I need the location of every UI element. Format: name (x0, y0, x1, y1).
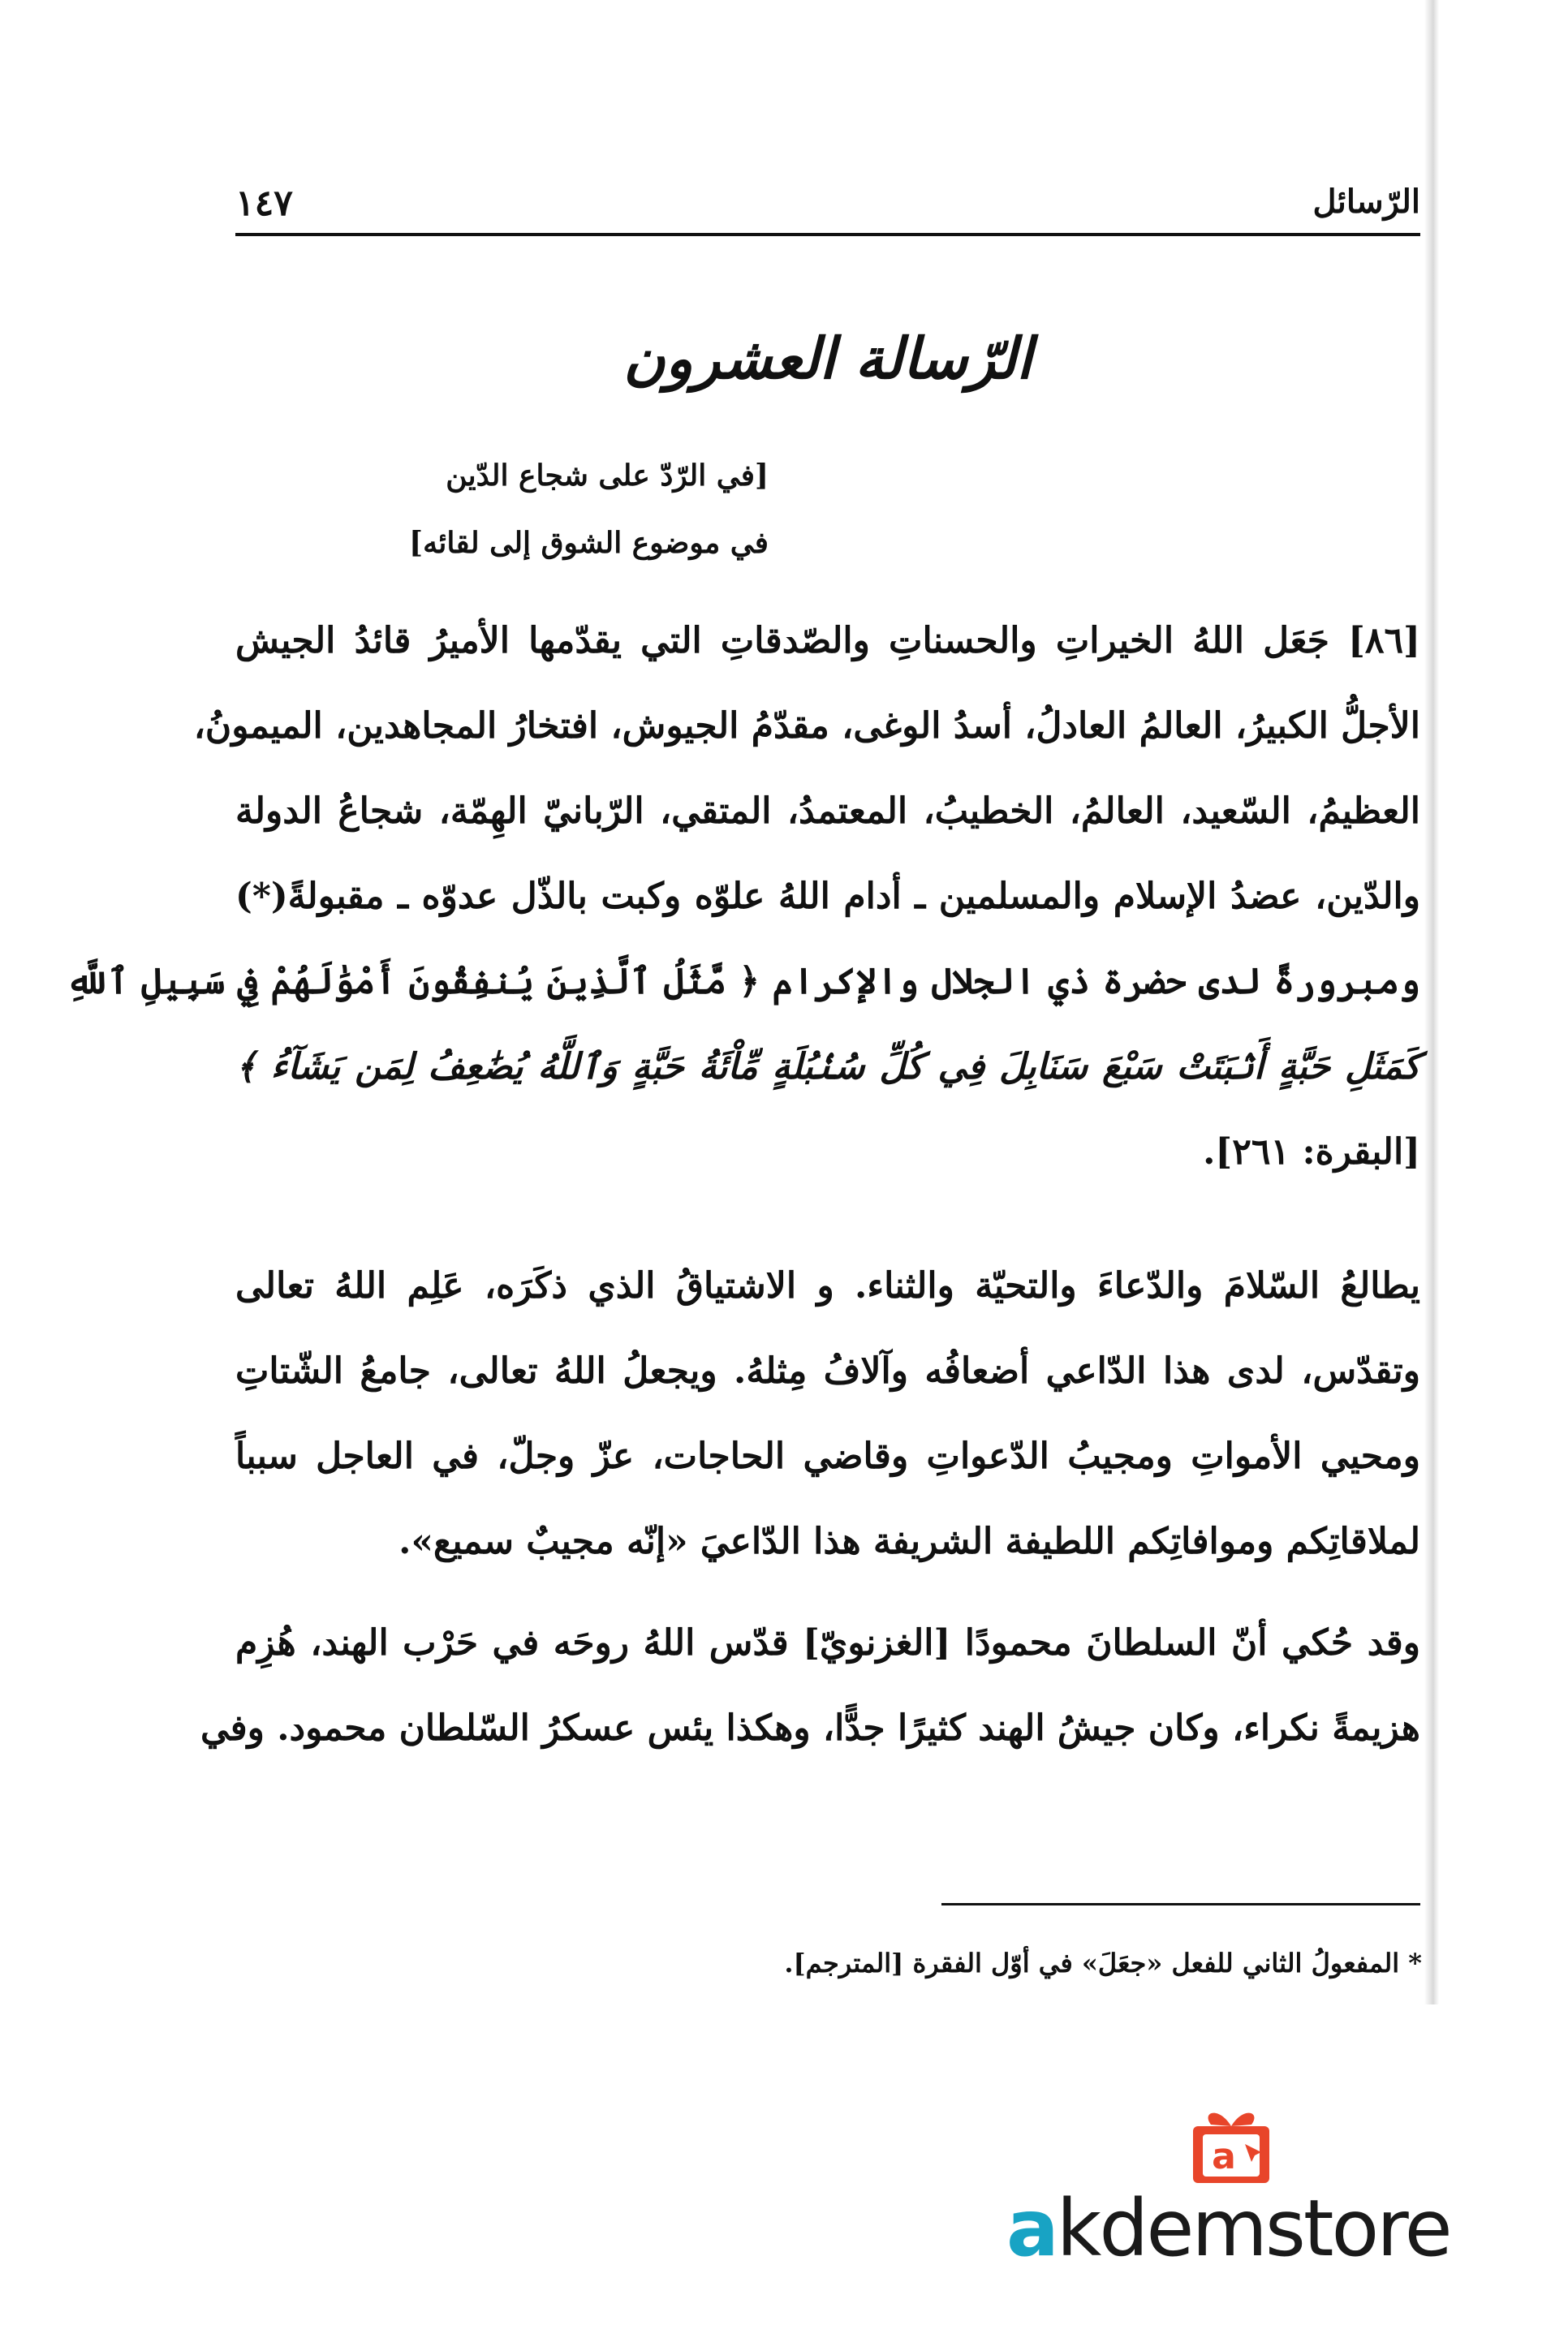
page-number: ١٤٧ (235, 183, 293, 224)
logo-brand-name: kdemstore (1056, 2183, 1450, 2274)
header-rule (235, 233, 1420, 236)
footnote-rule (941, 1903, 1420, 1905)
body-line: وتقدّس، لدى هذا الدّاعي أضعافُه وآلافُ مِثلهُ. ويجعلُ اللهُ تعالى، جامعُ الشّتاتِ (235, 1350, 1420, 1392)
logo-accent-letter: a (1006, 2183, 1057, 2274)
body-line: [٨٦] جَعَل اللهُ الخيراتِ والحسناتِ والصّدقاتِ التي يقدّمها الأميرُ قائدُ الجيش (235, 620, 1420, 661)
subtitle-line-1: [في الرّدّ على شجاع الدّين (446, 459, 769, 493)
running-title: الرّسائل (1312, 183, 1420, 221)
page-edge-shadow (1424, 0, 1439, 2004)
body-line: الأجلُّ الكبيرُ، العالمُ العادلُ، أسدُ الوغى، مقدّمُ الجيوش، افتخارُ المجاهدين، الميمونُ، (193, 705, 1420, 747)
body-line: ومبرورةً لدى حضرة ذي الجلال والإكرام ﴿ مَّثَلُ ٱلَّذِينَ يُنفِقُونَ أَمْوَٰلَهُمْ فِي سَبِيلِ ٱللَّهِ (66, 961, 1420, 1002)
body-line: يطالعُ السّلامَ والدّعاءَ والتحيّة والثناء. و الاشتياقُ الذي ذكَرَه، عَلِم اللهُ تعالى (235, 1265, 1420, 1307)
subtitle-line-2: في موضوع الشوق إلى لقائه] (409, 526, 769, 560)
verse-citation: [البقرة: ٢٦١]. (1203, 1131, 1420, 1173)
body-line: وقد حُكي أنّ السلطانَ محمودًا [الغزنويّ] قدّس اللهُ روحَه في حَرْب الهند، هُزِم (235, 1622, 1420, 1664)
chapter-title: الرّسالة العشرون (623, 325, 1032, 392)
quran-verse-line: كَمَثَلِ حَبَّةٍ أَنۢبَتَتْ سَبْعَ سَنَابِلَ فِي كُلِّ سُنۢبُلَةٍ مِّاْئَةُ حَبَّةٍ وَٱللَّهُ يُضَٰعِفُ لِمَن يَشَآءُ ﴾ (235, 1046, 1420, 1087)
body-line: العظيمُ، السّعيد، العالمُ، الخطيبُ، المعتمدُ، المتقي، الرّبانيّ الهِمّة، شجاعُ الدولة (235, 790, 1420, 832)
body-line: هزيمةً نكراء، وكان جيشُ الهند كثيرًا جدًّا، وهكذا يئس عسكرُ السّلطان محمود. وفي (200, 1707, 1420, 1749)
body-line: والدّين، عضدُ الإسلام والمسلمين ـ أدام اللهُ علوّه وكبت بالذّل عدوّه ـ مقبولةً(*) (235, 876, 1420, 917)
page-header (235, 183, 1420, 231)
footnote: * المفعولُ الثاني للفعل «جعَلَ» في أوّل الفقرة [المترجم]. (784, 1948, 1422, 1979)
store-logo-icon (1187, 2102, 1276, 2187)
body-line: ومحيي الأمواتِ ومجيبُ الدّعواتِ وقاضي الحاجات، عزّ وجلّ، في العاجل سبباً (235, 1436, 1420, 1477)
store-logo-text (1006, 2183, 1450, 2274)
logo-icon-letter: a (1212, 2136, 1236, 2177)
body-line: لملاقاتِكم وموافاتِكم اللطيفة الشريفة هذا الدّاعيَ «إنّه مجيبٌ سميع». (398, 1521, 1420, 1562)
